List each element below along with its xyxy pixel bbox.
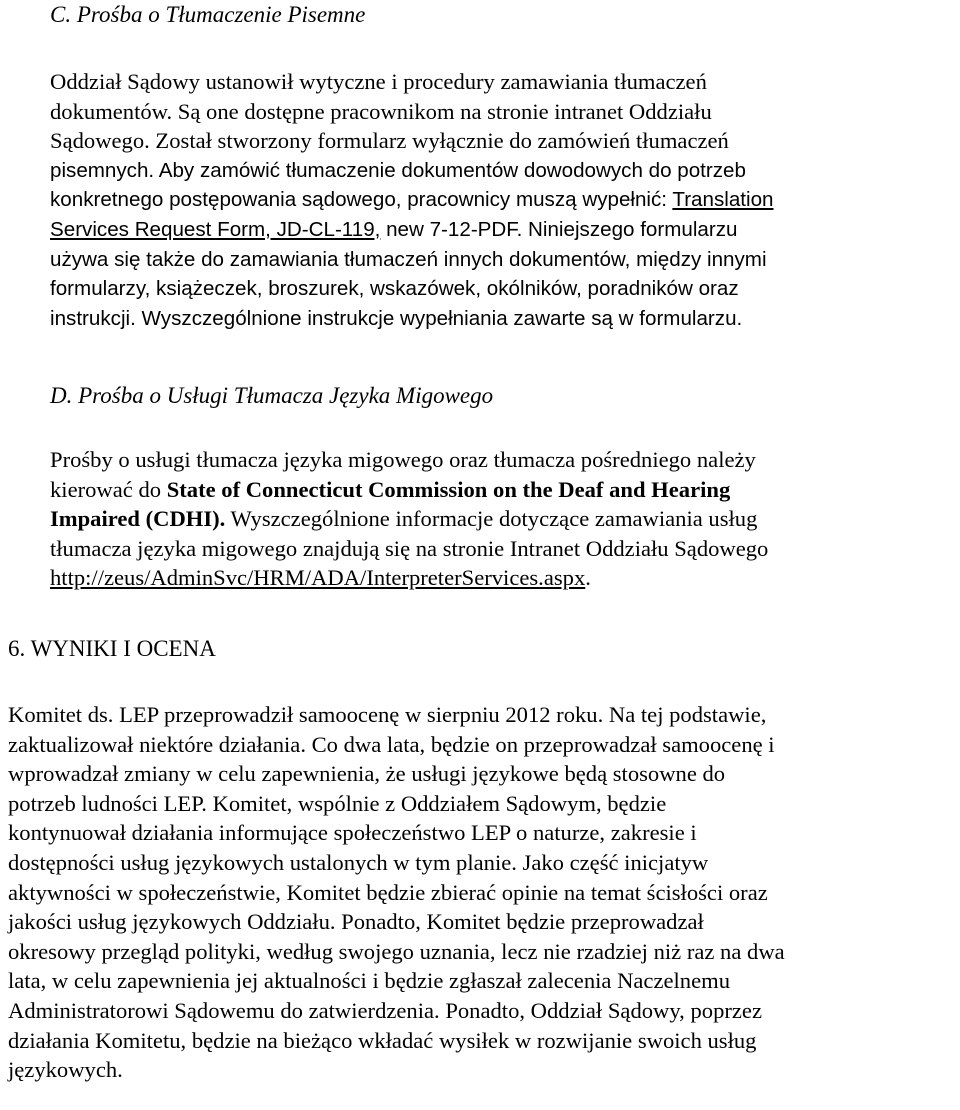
section-d-paragraph <box>50 445 768 593</box>
line-text: pisemnych. Aby zamówić tłumaczenie dokumentów dowodowych do potrzeb <box>50 158 746 182</box>
paragraph-line: potrzeb ludności LEP. Komitet, wspólnie z Oddziałem Sądowym, będzie <box>8 790 667 816</box>
paragraph-line: dokumentów. Są one dostępne pracownikom na stronie intranet Oddziału <box>50 98 712 124</box>
paragraph-line: formularzy, książeczek, broszurek, wskazówek, okólników, poradników oraz <box>50 277 739 301</box>
translation-form-link-continued[interactable]: Services Request Form, JD-CL-119, <box>50 217 381 241</box>
line-text: konkretnego postępowania sądowego, pracownicy muszą wypełnić: <box>50 188 673 212</box>
paragraph-line: okresowy przegląd polityki, według swojego uznania, lecz nie rzadziej niż raz na dwa <box>8 938 785 964</box>
line-text: new 7-12-PDF. Niniejszego formularzu <box>380 217 738 241</box>
paragraph-line <box>50 215 773 245</box>
paragraph-line: Komitet ds. LEP przeprowadził samoocenę w sierpniu 2012 roku. Na tej podstawie, <box>8 702 767 727</box>
cdhi-name-continued: Impaired (CDHI). <box>50 506 226 532</box>
section-c-heading: C. Prośba o Tłumaczenie Pisemne <box>50 2 366 27</box>
paragraph-line <box>50 504 768 534</box>
paragraph-line: wprowadzał zmiany w celu zapewnienia, że usługi językowe będą stosowne do <box>8 761 726 787</box>
section-6-paragraph <box>8 700 785 1085</box>
paragraph-line: lata, w celu zapewnienia jej aktualności i będzie zgłaszał zalecenia Naczelnemu <box>8 968 730 994</box>
paragraph-line: Oddział Sądowy ustanowił wytyczne i procedury zamawiania tłumaczeń <box>50 69 707 94</box>
paragraph-line: instrukcji. Wyszczególnione instrukcje wypełniania zawarte są w formularzu. <box>50 306 743 330</box>
cdhi-name: State of Connecticut Commission on the Deaf and Hearing <box>166 476 731 502</box>
section-6-heading: 6. WYNIKI I OCENA <box>8 636 216 661</box>
line-text: kierować do <box>50 476 167 502</box>
section-d-heading: D. Prośba o Usługi Tłumacza Języka Migowego <box>50 383 494 408</box>
paragraph-line: dostępności usług językowych ustalonych w tym planie. Jako część inicjatyw <box>8 849 709 875</box>
paragraph-line: używa się także do zamawiania tłumaczeń innych dokumentów, między innymi <box>50 247 767 271</box>
line-text: . <box>585 565 591 591</box>
translation-form-link[interactable]: Translation <box>672 188 774 212</box>
line-text: Wyszczególnione informacje dotyczące zamawiania usług <box>225 506 758 532</box>
paragraph-line <box>50 185 773 215</box>
interpreter-services-link[interactable]: http://zeus/AdminSvc/HRM/ADA/InterpreterServices.aspx <box>50 565 586 591</box>
paragraph-line: Administratorowi Sądowemu do zatwierdzenia. Ponadto, Oddział Sądowy, poprzez <box>8 997 762 1023</box>
paragraph-line: tłumacza języka migowego znajdują się na stronie Intranet Oddziału Sądowego <box>50 535 769 561</box>
paragraph-line: działania Komitetu, będzie na bieżąco wkładać wysiłek w rozwijanie swoich usług <box>8 1027 757 1053</box>
section-c-paragraph <box>50 67 773 333</box>
paragraph-line: językowych. <box>8 1057 123 1083</box>
paragraph-line <box>50 475 768 505</box>
paragraph-line <box>50 563 768 593</box>
paragraph-line: Prośby o usługi tłumacza języka migowego oraz tłumacza pośredniego należy <box>50 447 756 472</box>
paragraph-line: Sądowego. Został stworzony formularz wyłącznie do zamówień tłumaczeń <box>50 128 729 154</box>
paragraph-line: aktywności w społeczeństwie, Komitet będzie zbierać opinie na temat ścisłości oraz <box>8 879 768 905</box>
paragraph-line <box>50 156 773 186</box>
paragraph-line: kontynuował działania informujące społeczeństwo LEP o naturze, zakresie i <box>8 820 697 846</box>
paragraph-line: zaktualizował niektóre działania. Co dwa lata, będzie on przeprowadzał samoocenę i <box>8 731 775 757</box>
paragraph-line: jakości usług językowych Oddziału. Ponadto, Komitet będzie przeprowadzał <box>8 909 704 935</box>
